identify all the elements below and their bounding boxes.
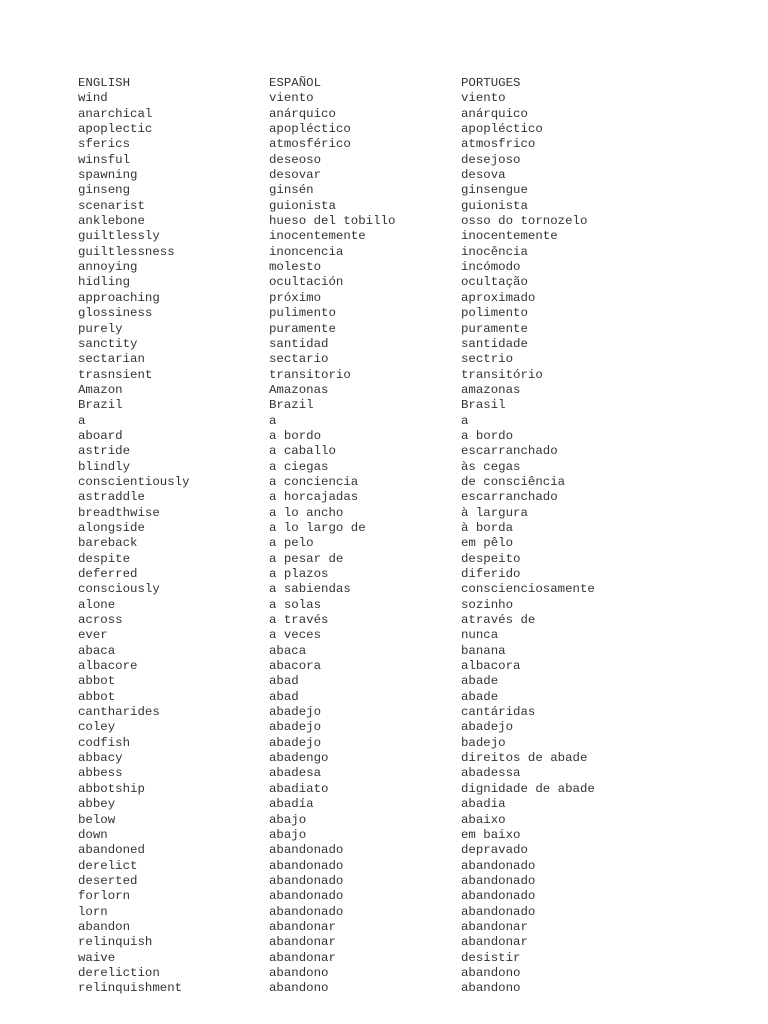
english-term: purely — [78, 321, 123, 336]
portuguese-term: abandonado — [461, 904, 536, 919]
spanish-term: puramente — [269, 321, 336, 336]
english-term: apoplectic — [78, 122, 153, 137]
table-row — [78, 460, 738, 475]
table-row — [78, 368, 738, 383]
spanish-term: Brazil — [269, 398, 314, 413]
spanish-term: próximo — [269, 290, 322, 305]
spanish-term: a solas — [269, 597, 322, 612]
spanish-term: a ciegas — [269, 459, 329, 474]
spanish-term: sectario — [269, 352, 329, 367]
english-term: abbacy — [78, 751, 123, 766]
spanish-term: abandonar — [269, 950, 336, 965]
english-term: Amazon — [78, 382, 123, 397]
portuguese-term: inocência — [461, 244, 528, 259]
english-term: winsful — [78, 152, 131, 167]
english-term: cantharides — [78, 705, 160, 720]
table-row — [78, 567, 738, 582]
spanish-term: abandono — [269, 965, 329, 980]
glossary-table — [78, 76, 738, 997]
portuguese-term: abaixo — [461, 812, 506, 827]
english-term: codfish — [78, 735, 131, 750]
english-term: bareback — [78, 536, 138, 551]
table-row — [78, 552, 738, 567]
portuguese-term: amazonas — [461, 382, 521, 397]
portuguese-term: abandonado — [461, 858, 536, 873]
english-term: abbey — [78, 797, 116, 812]
table-row — [78, 889, 738, 904]
table-row — [78, 782, 738, 797]
table-row — [78, 245, 738, 260]
english-term: abaca — [78, 643, 116, 658]
spanish-term: abandonado — [269, 889, 344, 904]
table-row — [78, 229, 738, 244]
spanish-term: hueso del tobillo — [269, 214, 396, 229]
spanish-term: a pesar de — [269, 551, 344, 566]
table-row — [78, 813, 738, 828]
spanish-term: abandonado — [269, 904, 344, 919]
spanish-term: anárquico — [269, 106, 336, 121]
table-row — [78, 306, 738, 321]
table-row — [78, 981, 738, 996]
table-row — [78, 352, 738, 367]
table-row — [78, 506, 738, 521]
table-row — [78, 291, 738, 306]
english-term: trasnsient — [78, 367, 153, 382]
table-row — [78, 137, 738, 152]
table-row — [78, 153, 738, 168]
table-row — [78, 183, 738, 198]
portuguese-term: abandonado — [461, 889, 536, 904]
portuguese-term: diferido — [461, 567, 521, 581]
english-term: deserted — [78, 873, 138, 888]
table-row — [78, 797, 738, 812]
spanish-term: pulimento — [269, 306, 336, 321]
table-row — [78, 828, 738, 843]
portuguese-term: abadejo — [461, 720, 514, 735]
portuguese-term: às cegas — [461, 459, 521, 474]
spanish-term: abandono — [269, 981, 329, 996]
portuguese-term: abadia — [461, 797, 506, 812]
spanish-term: desovar — [269, 168, 322, 183]
portuguese-term: conscienciosamente — [461, 582, 595, 597]
table-row — [78, 429, 738, 444]
table-row — [78, 613, 738, 628]
table-row — [78, 521, 738, 536]
portuguese-term: abade — [461, 674, 499, 689]
glossary-rows — [78, 91, 738, 996]
spanish-term: abandonado — [269, 858, 344, 873]
portuguese-term: em pêlo — [461, 536, 514, 551]
portuguese-term: apopléctico — [461, 122, 543, 137]
table-row — [78, 598, 738, 613]
portuguese-term: santidade — [461, 336, 528, 351]
spanish-term: a sabiendas — [269, 582, 351, 597]
portuguese-term: escarranchado — [461, 444, 558, 459]
portuguese-term: abandonar — [461, 935, 528, 950]
spanish-term: abandonar — [269, 919, 336, 934]
english-term: below — [78, 812, 116, 827]
table-row — [78, 935, 738, 950]
table-row — [78, 122, 738, 137]
english-term: alongside — [78, 520, 145, 535]
english-term: waive — [78, 950, 116, 965]
english-term: blindly — [78, 459, 131, 474]
table-row — [78, 966, 738, 981]
english-term: sanctity — [78, 336, 138, 351]
portuguese-term: banana — [461, 643, 506, 658]
table-row — [78, 874, 738, 889]
table-row — [78, 582, 738, 597]
spanish-term: Amazonas — [269, 382, 329, 397]
portuguese-term: desejoso — [461, 152, 521, 167]
spanish-term: abad — [269, 674, 299, 689]
portuguese-term: anárquico — [461, 106, 528, 121]
table-row — [78, 628, 738, 643]
header-english: ENGLISH — [78, 76, 131, 90]
table-row — [78, 644, 738, 659]
table-row — [78, 766, 738, 781]
portuguese-term: Brasil — [461, 398, 506, 413]
portuguese-term: inocentemente — [461, 229, 558, 244]
english-term: sectarian — [78, 352, 145, 367]
table-row — [78, 168, 738, 183]
table-row — [78, 414, 738, 429]
table-row — [78, 490, 738, 505]
spanish-term: abadesa — [269, 766, 322, 781]
portuguese-term: ginsengue — [461, 183, 528, 198]
portuguese-term: de consciência — [461, 474, 566, 489]
table-row — [78, 674, 738, 689]
spanish-term: abadía — [269, 797, 314, 812]
english-term: abbot — [78, 674, 116, 689]
english-term: abbotship — [78, 781, 145, 796]
table-row — [78, 720, 738, 735]
english-term: aboard — [78, 428, 123, 443]
spanish-term: viento — [269, 91, 314, 106]
english-term: despite — [78, 551, 131, 566]
table-row — [78, 475, 738, 490]
spanish-term: santidad — [269, 336, 329, 351]
portuguese-term: abandonar — [461, 919, 528, 934]
spanish-term: abandonado — [269, 843, 344, 858]
spanish-term: abandonar — [269, 935, 336, 950]
table-row — [78, 260, 738, 275]
spanish-term: abandonado — [269, 873, 344, 888]
english-term: albacore — [78, 659, 138, 674]
portuguese-term: aproximado — [461, 290, 536, 305]
spanish-term: molesto — [269, 260, 322, 275]
english-term: scenarist — [78, 198, 145, 213]
table-row — [78, 199, 738, 214]
english-term: consciously — [78, 582, 160, 597]
spanish-term: a lo largo de — [269, 520, 366, 535]
english-term: approaching — [78, 290, 160, 305]
spanish-term: apopléctico — [269, 122, 351, 137]
spanish-term: abadiato — [269, 781, 329, 796]
table-row — [78, 736, 738, 751]
english-term: astride — [78, 444, 131, 459]
english-term: a — [78, 413, 86, 428]
table-row — [78, 705, 738, 720]
english-term: down — [78, 827, 108, 842]
spanish-term: abadejo — [269, 735, 322, 750]
english-term: abandon — [78, 919, 131, 934]
english-term: sferics — [78, 137, 131, 152]
spanish-term: abad — [269, 689, 299, 704]
english-term: abbess — [78, 766, 123, 781]
table-row — [78, 275, 738, 290]
portuguese-term: dignidade de abade — [461, 781, 595, 796]
english-term: Brazil — [78, 398, 123, 413]
portuguese-term: guionista — [461, 198, 528, 213]
portuguese-term: desistir — [461, 950, 521, 965]
spanish-term: abadengo — [269, 751, 329, 766]
english-term: abbot — [78, 689, 116, 704]
portuguese-term: escarranchado — [461, 490, 558, 505]
table-row — [78, 398, 738, 413]
table-row — [78, 337, 738, 352]
table-row — [78, 444, 738, 459]
portuguese-term: abandono — [461, 981, 521, 996]
portuguese-term: a — [461, 413, 469, 428]
table-row — [78, 951, 738, 966]
spanish-term: a plazos — [269, 567, 329, 581]
spanish-term: inocentemente — [269, 229, 366, 244]
portuguese-term: albacora — [461, 659, 521, 674]
table-row — [78, 659, 738, 674]
english-term: ever — [78, 628, 108, 643]
portuguese-term: osso do tornozelo — [461, 214, 588, 229]
table-row — [78, 322, 738, 337]
portuguese-term: incómodo — [461, 260, 521, 275]
spanish-term: a veces — [269, 628, 322, 643]
english-term: breadthwise — [78, 505, 160, 520]
portuguese-term: através de — [461, 613, 536, 628]
portuguese-term: sozinho — [461, 597, 514, 612]
portuguese-term: sectrio — [461, 352, 514, 367]
portuguese-term: polimento — [461, 306, 528, 321]
portuguese-term: abade — [461, 689, 499, 704]
english-term: lorn — [78, 904, 108, 919]
spanish-term: abadejo — [269, 720, 322, 735]
portuguese-term: atmosfrico — [461, 137, 536, 152]
spanish-term: abacora — [269, 659, 322, 674]
table-row — [78, 214, 738, 229]
portuguese-term: em baixo — [461, 827, 521, 842]
portuguese-term: à borda — [461, 520, 514, 535]
portuguese-term: abandonado — [461, 873, 536, 888]
spanish-term: abajo — [269, 812, 307, 827]
header-portuguese: PORTUGES — [461, 76, 521, 90]
portuguese-term: depravado — [461, 843, 528, 858]
english-term: relinquish — [78, 935, 153, 950]
spanish-term: a caballo — [269, 444, 336, 459]
table-row — [78, 859, 738, 874]
english-term: ginseng — [78, 183, 131, 198]
english-term: spawning — [78, 168, 138, 183]
table-row — [78, 107, 738, 122]
english-term: across — [78, 613, 123, 628]
portuguese-term: ocultação — [461, 275, 528, 290]
english-term: alone — [78, 597, 116, 612]
portuguese-term: direitos de abade — [461, 751, 588, 766]
header-spanish: ESPAÑOL — [269, 76, 322, 90]
spanish-term: ocultación — [269, 275, 344, 290]
english-term: glossiness — [78, 306, 153, 321]
table-row — [78, 905, 738, 920]
spanish-term: a través — [269, 613, 329, 628]
portuguese-term: transitório — [461, 367, 543, 382]
spanish-term: a conciencia — [269, 474, 359, 489]
table-row — [78, 690, 738, 705]
english-term: dereliction — [78, 965, 160, 980]
portuguese-term: desova — [461, 168, 506, 183]
english-term: anklebone — [78, 214, 145, 229]
portuguese-term: nunca — [461, 628, 499, 643]
table-row — [78, 91, 738, 106]
portuguese-term: viento — [461, 91, 506, 106]
portuguese-term: despeito — [461, 551, 521, 566]
portuguese-term: à largura — [461, 505, 528, 520]
spanish-term: deseoso — [269, 152, 322, 167]
english-term: guiltlessly — [78, 229, 160, 244]
portuguese-term: cantáridas — [461, 705, 536, 720]
table-row — [78, 920, 738, 935]
english-term: derelict — [78, 858, 138, 873]
table-row — [78, 383, 738, 398]
english-term: forlorn — [78, 889, 131, 904]
portuguese-term: puramente — [461, 321, 528, 336]
spanish-term: abajo — [269, 827, 307, 842]
portuguese-term: a bordo — [461, 428, 514, 443]
english-term: hidling — [78, 275, 131, 290]
portuguese-term: badejo — [461, 735, 506, 750]
spanish-term: ginsén — [269, 183, 314, 198]
spanish-term: abaca — [269, 643, 307, 658]
header-row — [78, 76, 738, 91]
spanish-term: transitorio — [269, 367, 351, 382]
portuguese-term: abadessa — [461, 766, 521, 781]
english-term: coley — [78, 720, 116, 735]
english-term: anarchical — [78, 106, 153, 121]
table-row — [78, 751, 738, 766]
spanish-term: a — [269, 413, 277, 428]
english-term: guiltlessness — [78, 244, 175, 259]
english-term: relinquishment — [78, 981, 183, 996]
english-term: astraddle — [78, 490, 145, 505]
spanish-term: a pelo — [269, 536, 314, 551]
english-term: deferred — [78, 567, 138, 581]
english-term: annoying — [78, 260, 138, 275]
spanish-term: atmosférico — [269, 137, 351, 152]
spanish-term: abadejo — [269, 705, 322, 720]
spanish-term: a bordo — [269, 428, 322, 443]
english-term: conscientiously — [78, 474, 190, 489]
english-term: wind — [78, 91, 108, 106]
table-row — [78, 536, 738, 551]
english-term: abandoned — [78, 843, 145, 858]
spanish-term: guionista — [269, 198, 336, 213]
table-row — [78, 843, 738, 858]
portuguese-term: abandono — [461, 965, 521, 980]
spanish-term: a horcajadas — [269, 490, 359, 505]
spanish-term: a lo ancho — [269, 505, 344, 520]
spanish-term: inoncencia — [269, 244, 344, 259]
